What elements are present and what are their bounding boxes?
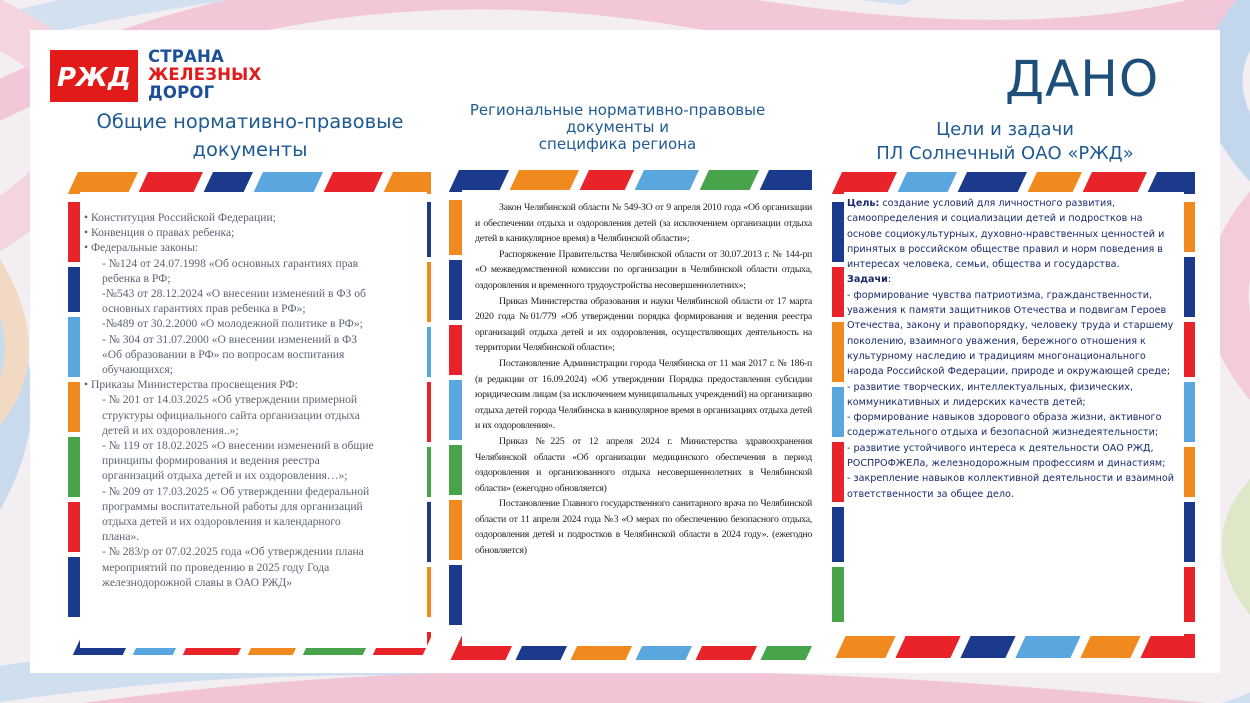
tasks-label-line — [847, 272, 1184, 287]
task-line: ответственности за общее дело. — [847, 488, 1014, 500]
federal-documents-panel — [68, 172, 431, 655]
list-item: - №124 от 24.07.1998 «Об основных гарантиях прав — [102, 256, 359, 270]
list-item: - № 304 от 31.07.2000 «О внесении изменений в ФЗ — [102, 332, 358, 346]
task-line: - закрепление навыков коллективной деятельности и взаимной — [847, 473, 1174, 485]
list-item: ребенка в РФ; — [102, 271, 171, 285]
list-item: детей и их оздоровления..»; — [102, 423, 239, 437]
regional-documents-list — [462, 190, 812, 646]
list-item: • Конституция Российской Федерации; — [84, 211, 276, 224]
rzd-logo-mark — [50, 50, 138, 102]
task-line: Отечества, закону и правопорядку, человеку труда и старшему — [847, 320, 1174, 332]
list-item: Приказ №225 от 12 апреля 2024 г. Министерства здравоохранения Челябинской области «Об организации медицинского обеспечения в период оздоровления и организованного отдыха несовершеннолетних в Челябинской области» (ежегодно обновляется) — [475, 435, 812, 494]
list-item: • Федеральные законы: — [84, 241, 199, 255]
list-item: -№489 от 30.2.2000 «О молодежной политике в РФ»; — [102, 317, 363, 331]
list-item: программы воспитательной работы для организаций — [102, 499, 363, 513]
task-line: - формирование чувства патриотизма, гражданственности, — [847, 289, 1153, 301]
list-item: железнодорожной славы в ОАО РЖД» — [102, 575, 293, 589]
list-item: структуры официального сайта организации отдыха — [102, 408, 360, 422]
list-item: - № 209 от 17.03.2025 « Об утверждении федеральной — [102, 484, 370, 498]
goal-first-text: создание условий для личностного развития, — [879, 198, 1116, 209]
list-item: - № 201 от 14.03.2025 «Об утверждении примерной — [102, 393, 358, 407]
federal-documents-list — [80, 192, 427, 648]
goal-line: самоопределения и социализации детей и подростков на — [847, 213, 1143, 225]
task-line: - развитие творческих, интеллектуальных, физических, — [847, 381, 1133, 393]
goals-text — [844, 192, 1184, 636]
rzd-logo-mark-text: РЖД — [56, 63, 132, 93]
tasks-colon: : — [887, 274, 892, 286]
list-item: Постановление Администрации города Челябинска от 11 мая 2017 г. № 186-п (в редакции от 16.09.2024) «Об утверждении Порядка предоставления субсидии юридическим лицам (за исключением муниципальных учреждений) на организацию отдыха детей города Челябинска в каникулярное время в организациях отдыха детей и их оздоровления». — [475, 357, 812, 432]
column-2-heading: Региональные нормативно-правовые документы и специфика региона — [469, 101, 766, 153]
logo-line-3: ДОРОГ — [148, 83, 215, 102]
list-item: Закон Челябинской области № 549-ЗО от 9 апреля 2010 года «Об организации и обеспечении отдыха и оздоровления детей (за исключением организации отдыха детей в каникулярное время) в Челябинской области»; — [475, 202, 812, 245]
list-item: принципы формирования и ведения реестра — [102, 454, 320, 468]
task-line: уважения к памяти защитников Отечества и подвигам Героев — [847, 305, 1167, 317]
task-line: народа Российской Федерации, природе и окружающей среде; — [847, 366, 1171, 378]
list-item: - № 283/р от 07.02.2025 года «Об утверждении плана — [102, 545, 364, 559]
tasks-label: Задачи — [847, 274, 888, 286]
task-line: содержательного отдыха и безопасной жизнедеятельности; — [847, 427, 1159, 439]
list-item: -№543 от 28.12.2024 «О внесении изменений в ФЗ об — [102, 287, 366, 301]
task-line: культурному наследию и традициям многонационального — [847, 350, 1146, 362]
task-line: коммуникативных и лидерских качеств детей; — [847, 396, 1086, 408]
goal-line: интересах человека, семьи, общества и государства. — [847, 259, 1120, 271]
list-item: обучающихся; — [102, 363, 173, 377]
list-item: основных гарантиях прав ребенка в РФ»; — [102, 302, 306, 316]
list-item: плана». — [102, 530, 140, 544]
goals-panel — [832, 172, 1195, 658]
list-item: • Приказы Министерства просвещения РФ: — [84, 378, 298, 392]
column-1-heading: Общие нормативно-правовые документы — [96, 110, 404, 161]
list-item: Постановление Главного государственного санитарного врача по Челябинской области от 11 апреля 2024 года №3 «О мерах по обеспечению безопасного отдыха, оздоровления детей и подростков в Челябинской области в 2024 году». (ежегодно обновляется) — [475, 498, 812, 557]
goal-line: основе социокультурных, духовно-нравственных ценностей и — [847, 228, 1165, 240]
task-line: - развитие устойчивого интереса к деятельности ОАО РЖД, — [847, 442, 1154, 454]
task-line: поколению, взаимного уважения, бережного отношения к — [847, 335, 1146, 347]
goal-label: Цель: — [847, 198, 880, 209]
task-line: РОСПРОФЖЕЛа, железнодорожным профессиям и династиям; — [847, 458, 1166, 470]
list-item: отдыха детей и их оздоровления и календарного — [102, 515, 341, 529]
list-item: мероприятий по проведению в 2025 году Года — [102, 560, 330, 574]
goal-first-line — [847, 196, 1184, 211]
column-3-heading: Цели и задачи ПЛ Солнечный ОАО «РЖД» — [876, 119, 1134, 164]
list-item: Приказ Министерства образования и науки Челябинской области от 17 марта 2020 года №01/779 «Об утверждении порядка формирования и ведения реестра организаций отдыха детей и их оздоровления, осуществляющих деятельность на территории Челябинской области»; — [475, 295, 812, 354]
logo-line-1: СТРАНА — [148, 47, 225, 66]
list-item: «Об образовании в РФ» по вопросам воспитания — [102, 347, 345, 361]
slide-title: ДАНО — [1005, 50, 1160, 108]
logo-line-2: ЖЕЛЕЗНЫХ — [148, 65, 262, 84]
logo-wordmark — [148, 48, 261, 102]
task-line: - формирование навыков здорового образа жизни, активного — [847, 412, 1162, 424]
list-item: организаций отдыха детей и их оздоровления…»; — [102, 469, 348, 483]
list-item: - № 119 от 18.02.2025 «О внесении изменений в общие — [102, 439, 374, 453]
rzd-logo — [50, 47, 262, 106]
list-item: • Конвенция о правах ребенка; — [84, 226, 235, 240]
list-item: Распоряжение Правительства Челябинской области от 30.07.2013 г. № 144-рп «О межведомственной комиссии по организации в Челябинской области отдыха, оздоровления и временного трудоустройства несовершеннолетних»; — [475, 248, 812, 291]
goal-line: принятых в российском обществе правил и норм поведения в — [847, 243, 1163, 255]
regional-documents-panel — [449, 170, 812, 660]
